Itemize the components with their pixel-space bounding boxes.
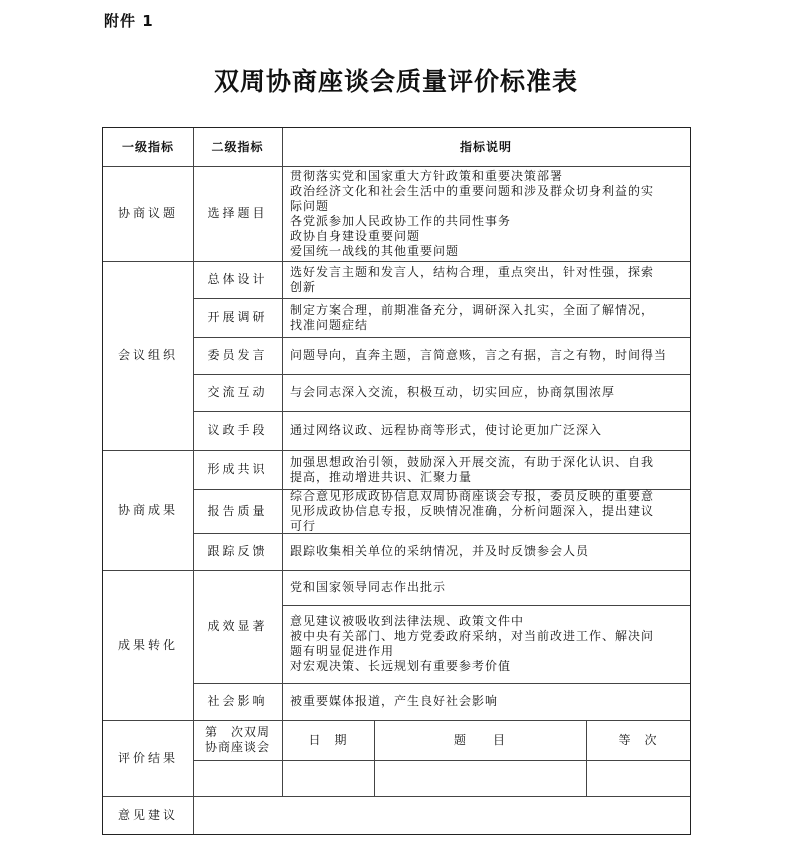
- level2-overall-design: 总体设计: [207, 272, 268, 286]
- level2-member-speech: 委员发言: [207, 348, 268, 362]
- header-level1: 一级指标: [121, 139, 174, 154]
- level2-social-impact: 社会影响: [207, 694, 268, 708]
- header-description: 指标说明: [459, 139, 512, 154]
- description-follow-up: 跟踪收集相关单位的采纳情况，并及时反馈参会人员: [290, 544, 590, 558]
- description-effectiveness: 意见建议被吸收到法律法规、政策文件中 被中央有关部门、地方党委政府采纳，对当前改进工作、解决问 题有明显促进作用 对宏观决策、长远规划有重要参考价值: [290, 614, 655, 673]
- description-social-impact: 被重要媒体报道，产生良好社会影响: [290, 694, 499, 708]
- level1-topic: 协商议题: [117, 206, 178, 220]
- rank-header: 等 次: [618, 732, 658, 747]
- page-title: 双周协商座谈会质量评价标准表: [213, 67, 578, 96]
- topic-cell[interactable]: [374, 760, 586, 796]
- description-research: 制定方案合理，前期准备充分，调研深入扎实，全面了解情况， 找准问题症结: [290, 302, 655, 332]
- evaluation-label: 评价结果: [117, 750, 178, 765]
- header-level2: 二级指标: [211, 139, 264, 154]
- level1-transformation: 成果转化: [117, 637, 178, 652]
- topic-header: 题 目: [453, 732, 506, 747]
- level2-report-quality: 报告质量: [207, 503, 268, 518]
- level2-effectiveness: 成效显著: [207, 619, 268, 633]
- level2-select-topic: 选择题目: [207, 206, 268, 220]
- description-overall-design: 选好发言主题和发言人，结构合理，重点突出，针对性强，探索 创新: [290, 264, 655, 294]
- evaluation-table: [102, 127, 691, 835]
- suggestion-label: 意见建议: [117, 807, 178, 822]
- attachment-label: 附件 1: [104, 12, 154, 30]
- description-consensus: 加强思想政治引领，鼓励深入开展交流，有助于深化认识、自我 提高，推动增进共识、汇聚力量: [290, 454, 655, 484]
- description-interaction: 与会同志深入交流，积极互动，切实回应，协商氛围浓厚: [290, 385, 616, 399]
- suggestion-cell[interactable]: [193, 796, 690, 834]
- level1-results: 协商成果: [117, 502, 178, 517]
- level2-interaction: 交流互动: [207, 385, 268, 399]
- rank-cell[interactable]: [586, 760, 690, 796]
- description-member-speech: 问题导向，直奔主题，言简意赅，言之有据，言之有物，时间得当: [290, 348, 668, 362]
- date-header: 日 期: [308, 732, 348, 747]
- level1-organization: 会议组织: [117, 348, 178, 362]
- description-select-topic: 贯彻落实党和国家重大方针政策和重要决策部署 政治经济文化和社会生活中的重要问题和涉及群众切身利益的实 际问题 各党派参加人民政协工作的共同性事务 政协自身建设重要问题 爱国统一战线的其他重要问题: [290, 168, 655, 258]
- level2-research: 开展调研: [207, 310, 268, 324]
- level2-follow-up: 跟踪反馈: [207, 544, 268, 558]
- description-methods: 通过网络议政、远程协商等形式，使讨论更加广泛深入: [290, 423, 603, 437]
- meeting-number-cell[interactable]: [193, 760, 282, 796]
- description-report-quality: 综合意见形成政协信息双周协商座谈会专报，委员反映的重要意 见形成政协信息专报，反映情况准确，分析问题深入，提出建议 可行: [290, 488, 655, 533]
- level2-consensus: 形成共识: [207, 462, 268, 476]
- date-cell[interactable]: [282, 760, 374, 796]
- meeting-number-header: 第 次双周 协商座谈会: [204, 725, 270, 754]
- description-effectiveness-instructions: 党和国家领导同志作出批示: [290, 580, 447, 594]
- level2-methods: 议政手段: [207, 423, 268, 437]
